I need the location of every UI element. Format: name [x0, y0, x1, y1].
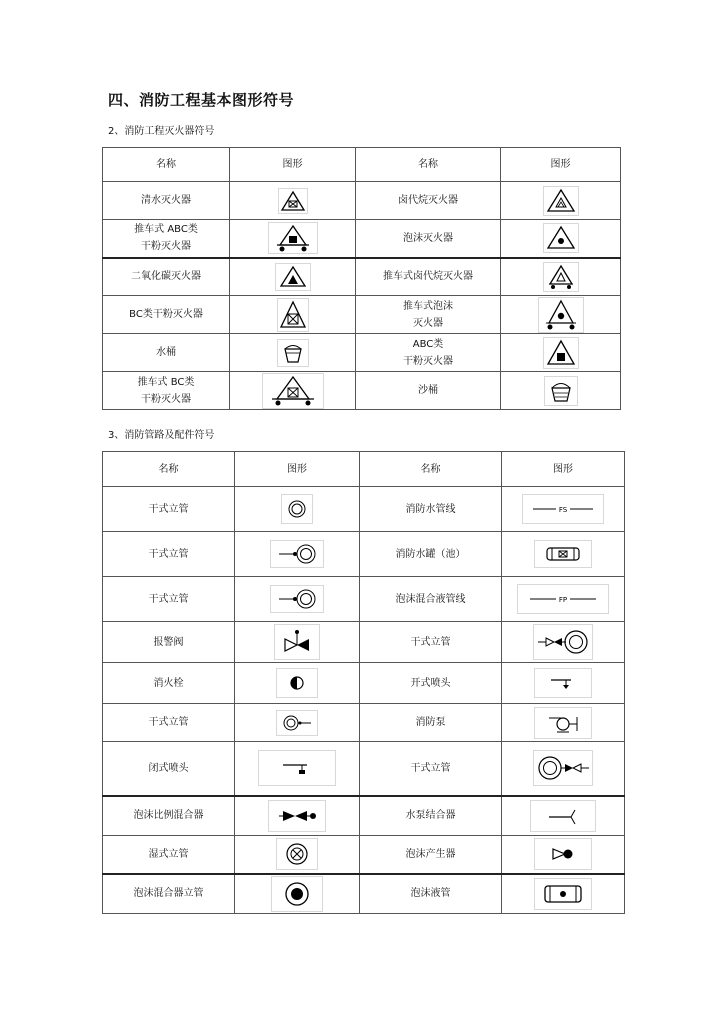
table-row [103, 577, 625, 622]
table-header-row [103, 148, 621, 182]
dry-riser-icon [281, 494, 313, 524]
table-row [103, 220, 621, 258]
symbol-name: 泡沫液管 [360, 874, 502, 914]
abc-powder-extinguisher-icon [543, 337, 579, 369]
foam-mixer-riser-icon [271, 876, 323, 912]
table-row [103, 296, 621, 334]
symbol-name: 泡沫混合器立管 [103, 874, 235, 914]
section-heading-pipelines: 3、消防管路及配件符号 [108, 430, 215, 441]
symbol-name: 推车式卤代烷灭火器 [356, 258, 501, 296]
bc-powder-extinguisher-icon [277, 298, 309, 332]
symbol-name: 卤代烷灭火器 [356, 182, 501, 220]
water-bucket-icon [277, 339, 309, 367]
page-title: 四、消防工程基本图形符号 [108, 91, 295, 109]
pipeline-symbol-table [102, 451, 625, 914]
table-row [103, 532, 625, 577]
header-name: 名称 [360, 452, 502, 487]
co2-extinguisher-icon [275, 263, 311, 291]
symbol-name: 报警阀 [103, 622, 235, 663]
symbol-name: BC类干粉灭火器 [103, 296, 230, 334]
symbol-name: 干式立管 [360, 742, 502, 796]
symbol-name: 干粉灭火器 [403, 355, 453, 367]
table-row [103, 372, 621, 410]
symbol-name: 推车式泡沫 [403, 300, 453, 312]
symbol-name: 泡沫比例混合器 [103, 796, 235, 836]
water-extinguisher-icon [278, 188, 308, 214]
symbol-name: 消防泵 [360, 704, 502, 742]
symbol-name: ABC类 [412, 338, 444, 350]
table-header-row [103, 452, 625, 487]
symbol-name: 干粉灭火器 [141, 241, 191, 253]
table-row [103, 742, 625, 796]
header-figure: 图形 [502, 452, 625, 487]
symbol-name: 湿式立管 [103, 836, 235, 874]
header-name: 名称 [103, 148, 230, 182]
symbol-name: 泡沫产生器 [360, 836, 502, 874]
symbol-name: 干式立管 [360, 622, 502, 663]
pump-adapter-icon [530, 800, 596, 832]
table-row [103, 796, 625, 836]
header-figure: 图形 [235, 452, 360, 487]
fire-pump-icon [534, 707, 592, 739]
table-row [103, 663, 625, 704]
symbol-name: 干式立管 [103, 704, 235, 742]
fire-hydrant-icon [276, 668, 318, 698]
foam-extinguisher-icon [543, 223, 579, 253]
dry-riser-right-pipe-icon [276, 710, 318, 736]
symbol-name: 干式立管 [103, 532, 235, 577]
halon-extinguisher-icon [543, 186, 579, 216]
symbol-name: 干式立管 [103, 577, 235, 622]
dry-riser-valve-icon [533, 624, 593, 660]
symbol-name: 推车式 BC类 [137, 376, 195, 388]
cart-abc-powder-extinguisher-icon [268, 222, 318, 254]
fire-water-pipeline-icon [522, 494, 604, 524]
symbol-name: 泡沫灭火器 [356, 220, 501, 258]
pipeline-code-label: FS [558, 506, 568, 514]
wet-riser-icon [276, 838, 318, 870]
extinguisher-symbol-table [102, 147, 621, 410]
symbol-name: 推车式 ABC类 [134, 224, 198, 236]
cart-bc-powder-extinguisher-icon [262, 373, 324, 409]
open-sprinkler-icon [534, 668, 592, 698]
header-figure: 图形 [501, 148, 621, 182]
symbol-name: 灭火器 [413, 317, 443, 329]
pipeline-code-label: FP [558, 596, 568, 604]
symbol-name: 水桶 [103, 334, 230, 372]
symbol-name: 泡沫混合液管线 [360, 577, 502, 622]
header-name: 名称 [356, 148, 501, 182]
symbol-name: 干式立管 [103, 487, 235, 532]
symbol-name: 水泵结合器 [360, 796, 502, 836]
sand-bucket-icon [544, 376, 578, 406]
symbol-name: 清水灭火器 [103, 182, 230, 220]
header-name: 名称 [103, 452, 235, 487]
symbol-name: 消防水罐（池） [360, 532, 502, 577]
table-row [103, 704, 625, 742]
header-figure: 图形 [230, 148, 356, 182]
foam-solution-pipeline-icon [517, 584, 609, 614]
cart-halon-extinguisher-icon [543, 262, 579, 292]
foam-proportioner-icon [268, 800, 326, 832]
table-row [103, 836, 625, 874]
symbol-name: 二氧化碳灭火器 [103, 258, 230, 296]
table-row [103, 487, 625, 532]
table-row [103, 622, 625, 663]
section-heading-extinguishers: 2、消防工程灭火器符号 [108, 126, 215, 137]
fire-water-tank-icon [534, 540, 592, 568]
symbol-name: 消火栓 [103, 663, 235, 704]
cart-foam-extinguisher-icon [538, 297, 584, 333]
table-row [103, 182, 621, 220]
symbol-name: 消防水管线 [360, 487, 502, 532]
symbol-name: 干粉灭火器 [141, 393, 191, 405]
alarm-valve-icon [274, 624, 320, 660]
foam-liquid-pipe-icon [534, 878, 592, 910]
dry-riser-pipe-icon [270, 540, 324, 568]
closed-sprinkler-icon [258, 750, 336, 786]
table-row [103, 334, 621, 372]
symbol-name: 闭式喷头 [103, 742, 235, 796]
foam-generator-icon [534, 838, 592, 870]
table-row [103, 874, 625, 914]
symbol-name: 开式喷头 [360, 663, 502, 704]
dry-riser-right-valve-icon [533, 750, 593, 786]
dry-riser-pipe-icon [270, 585, 324, 613]
table-row [103, 258, 621, 296]
symbol-name: 沙桶 [356, 372, 501, 410]
